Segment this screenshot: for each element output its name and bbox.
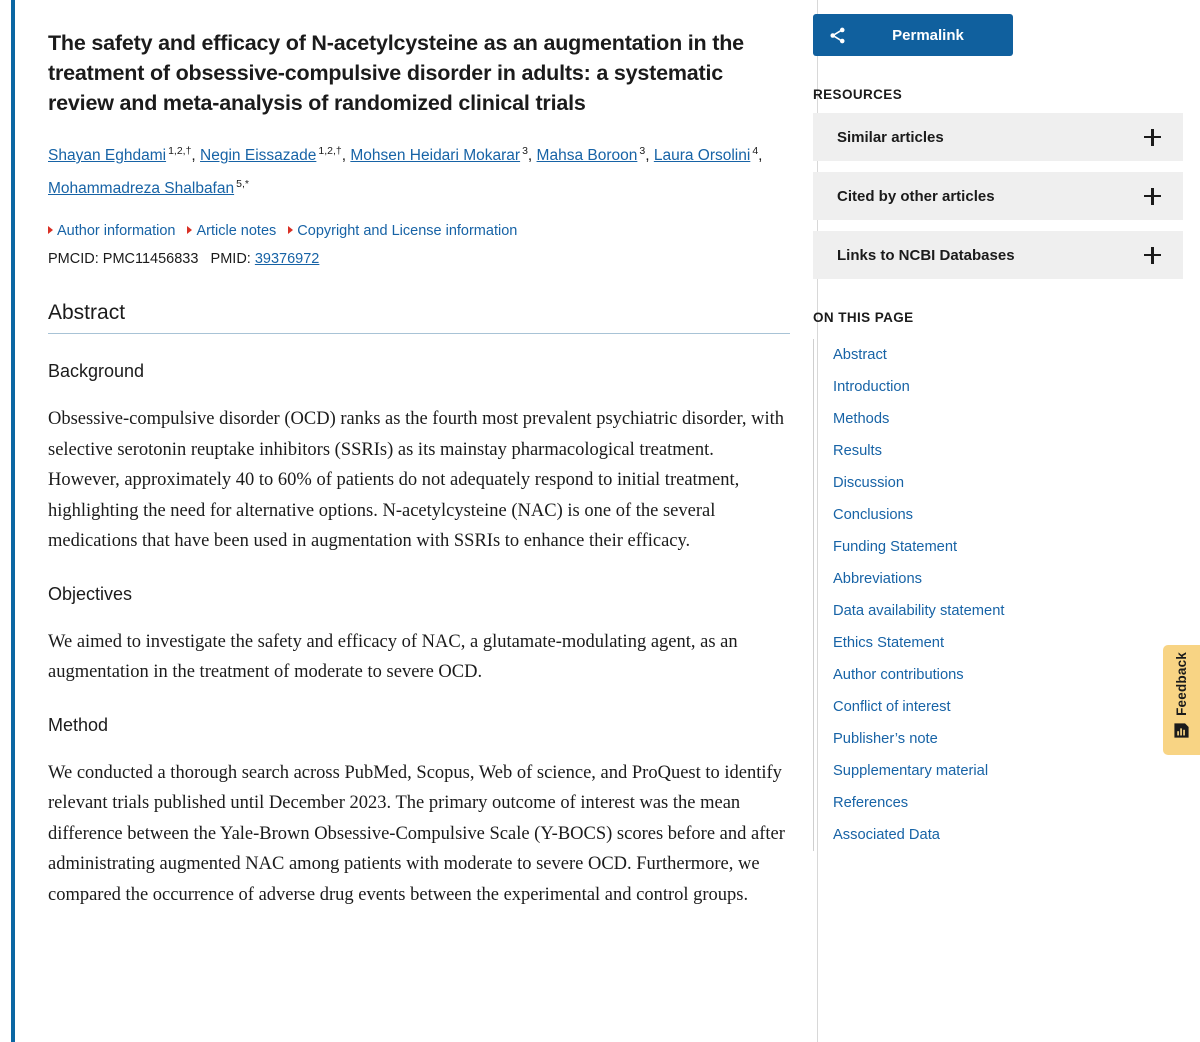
feedback-tab[interactable]: [1163, 645, 1200, 755]
resources-heading: RESOURCES: [813, 87, 903, 102]
author-affiliation-marker: 3: [639, 145, 646, 157]
left-accent-rail: [11, 0, 15, 1042]
accordion-item-label: Links to NCBI Databases: [837, 246, 1015, 264]
on-this-page-link[interactable]: Results: [833, 443, 882, 459]
on-this-page-link[interactable]: Introduction: [833, 379, 910, 395]
author-affiliation-marker: 3: [522, 145, 528, 157]
bar-chart-icon: [1173, 722, 1190, 744]
author-link[interactable]: Laura Orsolini: [653, 147, 751, 165]
feedback-label: Feedback: [1174, 652, 1189, 716]
meta-link-1[interactable]: [187, 223, 276, 239]
article-identifiers: [48, 251, 790, 267]
author-affiliation-marker: 5,*: [236, 178, 249, 191]
accordion-item-label: Cited by other articles: [837, 187, 995, 205]
author-link[interactable]: Mohsen Heidari Mokarar: [350, 147, 521, 165]
accordion-item-label: Similar articles: [837, 128, 944, 146]
pmid-label: PMID:: [210, 251, 251, 268]
page-title: The safety and efficacy of N-acetylcysteine as an augmentation in the treatment of obsessive-compulsive disorder in adults: a systematic review and meta-analysis of randomized clinical trials: [48, 31, 744, 115]
meta-link-label: Copyright and License information: [297, 223, 518, 240]
on-this-page-link[interactable]: Abbreviations: [833, 571, 922, 587]
accordion-item[interactable]: [813, 172, 1183, 220]
author-list: Shayan Eghdami $^{1,2,\dagger}$, Negin Eissazade $^{1,2,\dagger}$, Mohsen Heidari Mokarar $^3$, Mahsa Boroon $^3$, Laura Orsolini $^4$, Mohammadreza Shalbafan $^{5,*}$: [48, 145, 763, 198]
article-meta-links: [48, 221, 790, 241]
plus-icon[interactable]: [1144, 188, 1161, 205]
share-icon: [813, 26, 861, 45]
abstract-paragraph: We conducted a thorough search across PubMed, Scopus, Web of science, and ProQuest to identify relevant trials published until December 2023. The primary outcome of interest was the mean difference between the Yale-Brown Obsessive-Compulsive Scale (Y-BOCS) scores before and after administrating augmented NAC among patients with moderate to severe OCD. Furthermore, we compared the occurrence of adverse drug events between the experimental and control groups.: [48, 762, 785, 905]
on-this-page-link[interactable]: Discussion: [833, 475, 905, 491]
article-sidebar: [813, 0, 1200, 851]
abstract-subheading: Method: [48, 714, 109, 735]
abstract-subheading: Objectives: [48, 583, 133, 604]
abstract-body: [48, 361, 790, 910]
author-link[interactable]: Negin Eissazade: [200, 147, 317, 165]
accordion-item[interactable]: [813, 231, 1183, 279]
triangle-right-icon: [48, 226, 53, 234]
author-affiliation-marker: 4: [752, 145, 759, 157]
abstract-paragraph: We aimed to investigate the safety and efficacy of NAC, a glutamate-modulating agent, as an augmentation in the treatment of moderate to severe OCD.: [48, 631, 738, 683]
meta-link-label: Author information: [57, 223, 176, 240]
permalink-button[interactable]: [813, 14, 1013, 56]
on-this-page-link[interactable]: References: [833, 795, 909, 811]
article-main-column: [48, 0, 790, 929]
abstract-paragraph: Obsessive-compulsive disorder (OCD) ranks as the fourth most prevalent psychiatric disorder, with selective serotonin reuptake inhibitors (SSRIs) as its mainstay pharmacological treatment. However, approximately 40 to 60% of patients do not adequately respond to initial treatment, highlighting the need for alternative options. N-acetylcysteine (NAC) is one of the several medications that have been used in augmentation with SSRIs to enhance their efficacy.: [48, 409, 785, 552]
pmid-link[interactable]: 39376972: [254, 251, 320, 268]
on-this-page-link[interactable]: Publisher’s note: [833, 731, 938, 747]
on-this-page-link[interactable]: Ethics Statement: [833, 635, 945, 651]
plus-icon[interactable]: [1144, 247, 1161, 264]
meta-link-0[interactable]: [48, 223, 175, 239]
accordion-item[interactable]: [813, 113, 1183, 161]
author-affiliation-marker: 1,2,†: [318, 145, 342, 157]
on-this-page-link[interactable]: Author contributions: [833, 667, 964, 683]
pmcid-label: PMCID:: [48, 251, 99, 268]
author-link[interactable]: Shayan Eghdami: [48, 147, 167, 165]
on-this-page-link[interactable]: Conclusions: [833, 507, 914, 523]
permalink-label: Permalink: [892, 26, 964, 44]
author-link[interactable]: Mohammadreza Shalbafan: [48, 180, 235, 198]
meta-link-2[interactable]: [288, 223, 517, 239]
author-link[interactable]: Mahsa Boroon: [536, 147, 638, 165]
on-this-page-link[interactable]: Funding Statement: [833, 539, 958, 555]
abstract-subheading: Background: [48, 361, 145, 382]
on-this-page-nav: [813, 339, 1183, 851]
on-this-page-link[interactable]: Associated Data: [833, 827, 940, 843]
on-this-page-link[interactable]: Methods: [833, 411, 890, 427]
abstract-heading: Abstract: [48, 301, 790, 334]
meta-link-label: Article notes: [196, 223, 277, 240]
pmcid-value: PMC11456833: [102, 251, 199, 268]
triangle-right-icon: [288, 226, 293, 234]
on-this-page-link[interactable]: Supplementary material: [833, 763, 989, 779]
on-this-page-link[interactable]: Abstract: [833, 347, 887, 363]
author-affiliation-marker: 1,2,†: [168, 145, 192, 157]
triangle-right-icon: [187, 226, 192, 234]
resources-accordion: [813, 113, 1183, 279]
plus-icon[interactable]: [1144, 129, 1161, 146]
on-this-page-link[interactable]: Data availability statement: [833, 603, 1005, 619]
on-this-page-link[interactable]: Conflict of interest: [833, 699, 951, 715]
on-this-page-heading: ON THIS PAGE: [813, 310, 914, 325]
